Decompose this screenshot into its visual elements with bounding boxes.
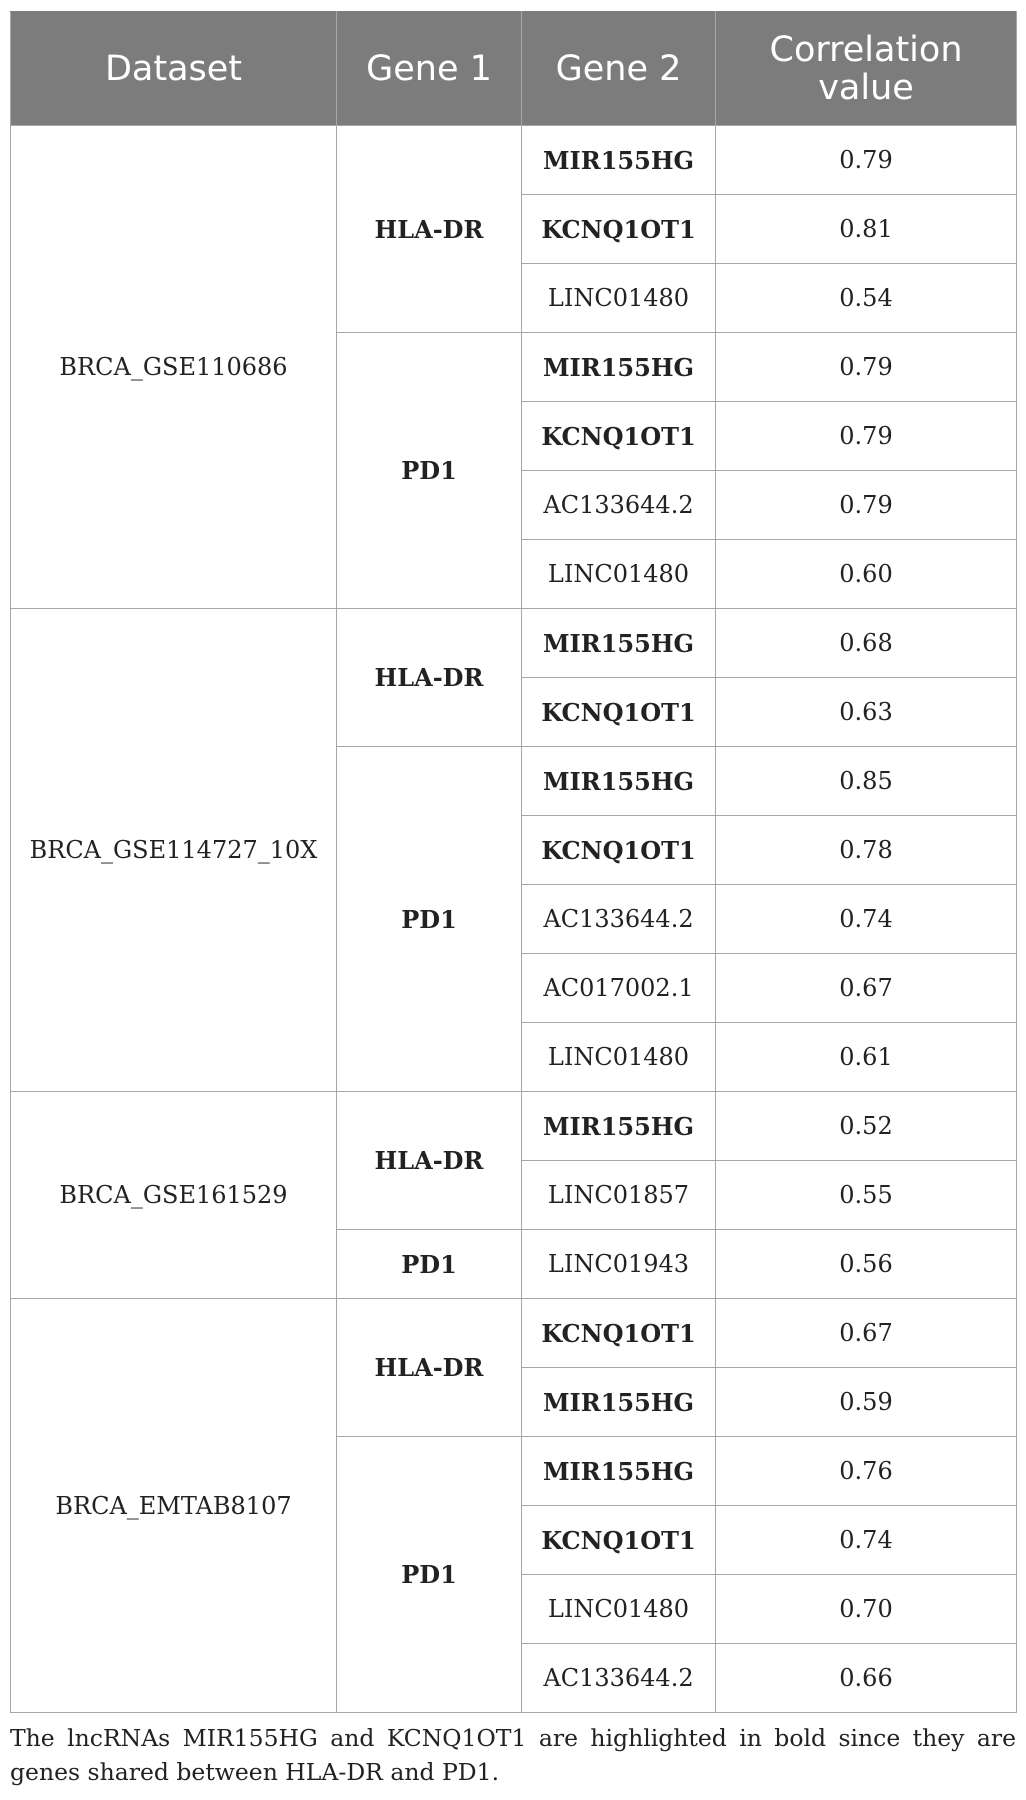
correlation-value-cell: 0.76 — [716, 1437, 1017, 1506]
gene1-cell: HLA-DR — [337, 126, 522, 333]
gene2-cell: AC133644.2 — [522, 1644, 716, 1713]
correlation-value-cell: 0.81 — [716, 195, 1017, 264]
gene1-cell: PD1 — [337, 747, 522, 1092]
correlation-value-cell: 0.61 — [716, 1023, 1017, 1092]
gene2-cell: LINC01857 — [522, 1161, 716, 1230]
header-gene1: Gene 1 — [337, 12, 522, 126]
table-container — [10, 11, 1016, 1789]
gene2-cell: KCNQ1OT1 — [522, 402, 716, 471]
table-row — [11, 1092, 1017, 1161]
table-row — [11, 609, 1017, 678]
gene2-cell: LINC01480 — [522, 540, 716, 609]
gene1-cell: HLA-DR — [337, 609, 522, 747]
correlation-value-cell: 0.79 — [716, 402, 1017, 471]
gene1-cell: HLA-DR — [337, 1092, 522, 1230]
dataset-cell: BRCA_GSE110686 — [11, 126, 337, 609]
correlation-value-cell: 0.78 — [716, 816, 1017, 885]
gene2-cell: AC133644.2 — [522, 471, 716, 540]
header-gene2: Gene 2 — [522, 12, 716, 126]
correlation-value-cell: 0.66 — [716, 1644, 1017, 1713]
gene2-cell: MIR155HG — [522, 609, 716, 678]
correlation-value-cell: 0.74 — [716, 885, 1017, 954]
gene2-cell: MIR155HG — [522, 1092, 716, 1161]
dataset-cell: BRCA_GSE161529 — [11, 1092, 337, 1299]
correlation-value-cell: 0.70 — [716, 1575, 1017, 1644]
gene1-cell: HLA-DR — [337, 1299, 522, 1437]
gene2-cell: MIR155HG — [522, 1437, 716, 1506]
gene2-cell: LINC01943 — [522, 1230, 716, 1299]
table-header — [11, 12, 1017, 126]
gene1-cell: PD1 — [337, 1230, 522, 1299]
table-body — [11, 126, 1017, 1713]
correlation-value-cell: 0.63 — [716, 678, 1017, 747]
header-correlation-value: Correlation value — [716, 12, 1017, 126]
header-dataset: Dataset — [11, 12, 337, 126]
correlation-value-cell: 0.79 — [716, 471, 1017, 540]
table-row — [11, 126, 1017, 195]
correlation-value-cell: 0.52 — [716, 1092, 1017, 1161]
dataset-cell: BRCA_GSE114727_10X — [11, 609, 337, 1092]
gene2-cell: KCNQ1OT1 — [522, 678, 716, 747]
correlation-value-cell: 0.55 — [716, 1161, 1017, 1230]
gene2-cell: LINC01480 — [522, 1023, 716, 1092]
correlation-value-cell: 0.59 — [716, 1368, 1017, 1437]
correlation-value-cell: 0.68 — [716, 609, 1017, 678]
gene2-cell: MIR155HG — [522, 747, 716, 816]
correlation-value-cell: 0.74 — [716, 1506, 1017, 1575]
gene2-cell: LINC01480 — [522, 264, 716, 333]
correlation-table — [10, 11, 1017, 1713]
gene2-cell: MIR155HG — [522, 126, 716, 195]
correlation-value-cell: 0.85 — [716, 747, 1017, 816]
correlation-value-cell: 0.54 — [716, 264, 1017, 333]
gene1-cell: PD1 — [337, 333, 522, 609]
header-row — [11, 12, 1017, 126]
correlation-value-cell: 0.60 — [716, 540, 1017, 609]
gene2-cell: LINC01480 — [522, 1575, 716, 1644]
gene2-cell: MIR155HG — [522, 1368, 716, 1437]
correlation-value-cell: 0.67 — [716, 1299, 1017, 1368]
gene2-cell: AC017002.1 — [522, 954, 716, 1023]
correlation-value-cell: 0.79 — [716, 126, 1017, 195]
gene2-cell: KCNQ1OT1 — [522, 1299, 716, 1368]
gene2-cell: AC133644.2 — [522, 885, 716, 954]
gene2-cell: KCNQ1OT1 — [522, 1506, 716, 1575]
gene1-cell: PD1 — [337, 1437, 522, 1713]
correlation-value-cell: 0.79 — [716, 333, 1017, 402]
gene2-cell: MIR155HG — [522, 333, 716, 402]
gene2-cell: KCNQ1OT1 — [522, 195, 716, 264]
dataset-cell: BRCA_EMTAB8107 — [11, 1299, 337, 1713]
correlation-value-cell: 0.67 — [716, 954, 1017, 1023]
correlation-value-cell: 0.56 — [716, 1230, 1017, 1299]
gene2-cell: KCNQ1OT1 — [522, 816, 716, 885]
table-footnote: The lncRNAs MIR155HG and KCNQ1OT1 are highlighted in bold since they are genes shared between HLA-DR and PD1. — [10, 1724, 1016, 1786]
table-row — [11, 1299, 1017, 1368]
